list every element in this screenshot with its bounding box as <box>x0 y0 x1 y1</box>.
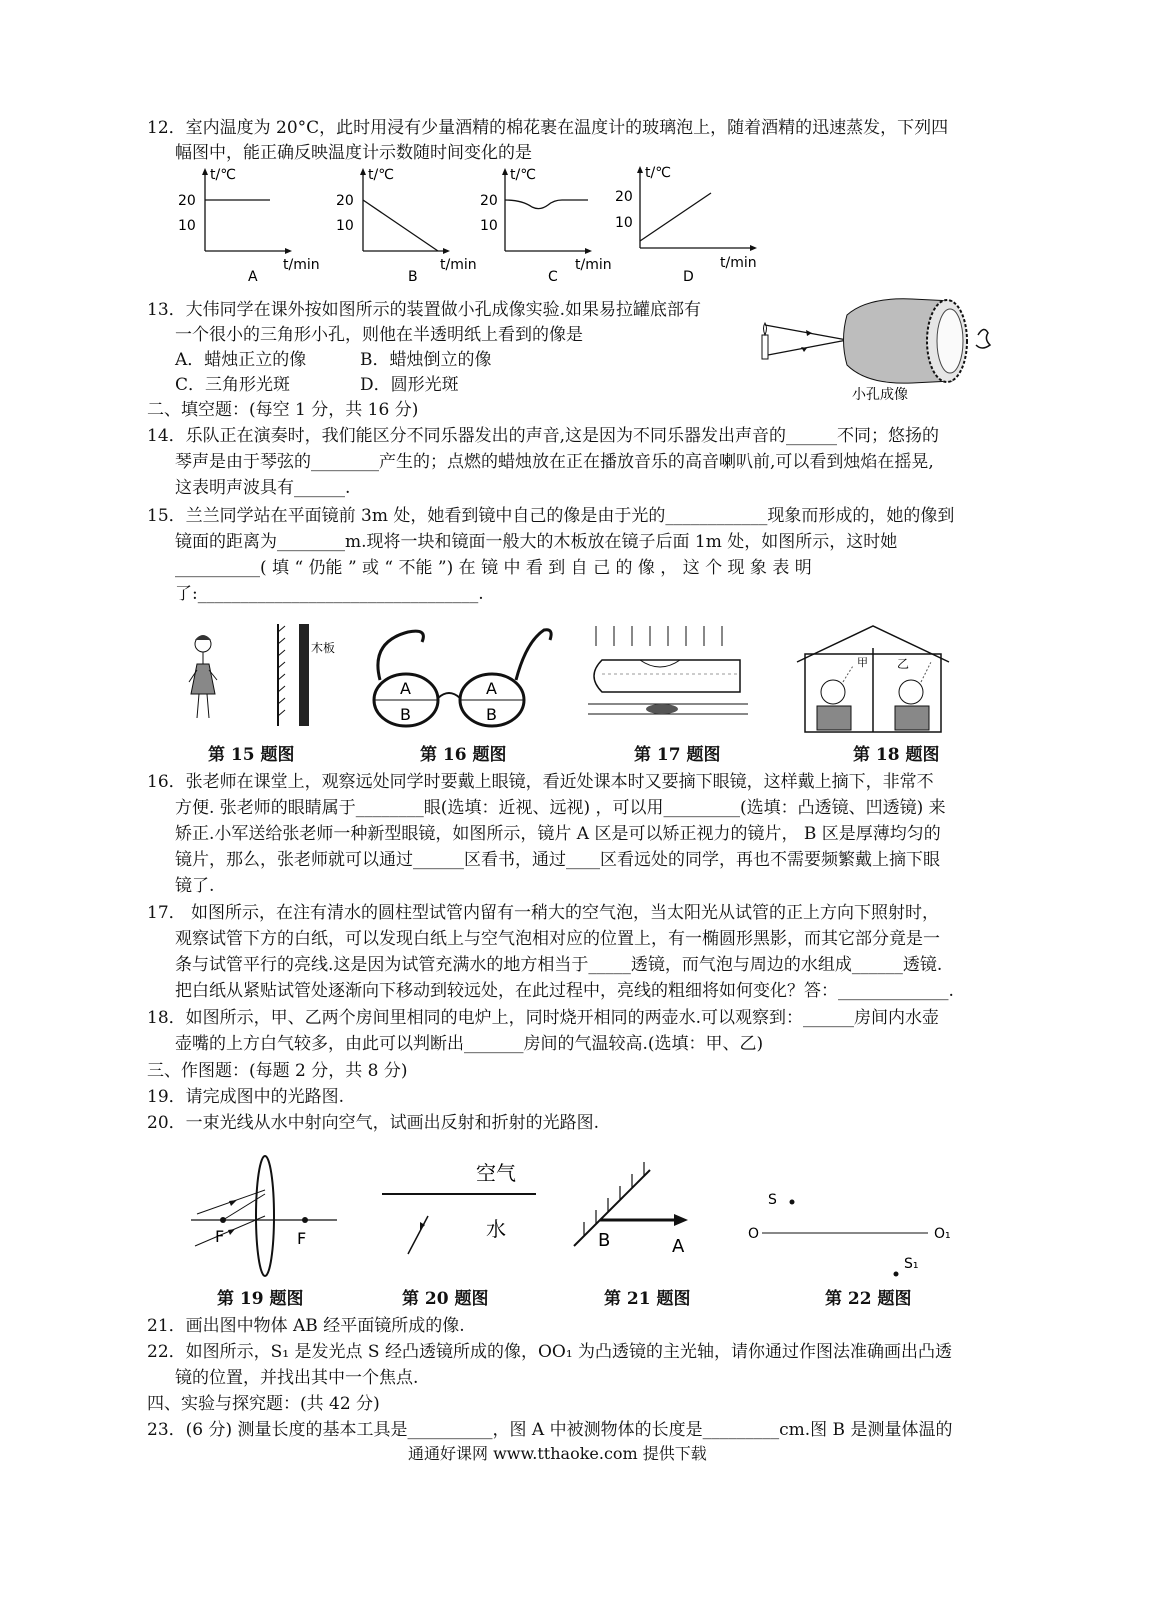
fig22-o1: O₁ <box>934 1226 951 1242</box>
q17-line2: 观察试管下方的白纸，可以发现白纸上与空气泡相对应的位置上，有一椭圆形黑影，而其它部分竟是一 <box>175 929 940 949</box>
graph-d-option: D <box>683 269 694 285</box>
fig20-air: 空气 <box>476 1161 516 1185</box>
q23-text: 23．(6 分) 测量长度的基本工具是__________，图 A 中被测物体的长度是_________cm.图 B 是测量体温的 <box>147 1420 953 1440</box>
fig18-caption: 第 18 题图 <box>853 745 940 765</box>
fig18-yi: 乙 <box>897 657 910 671</box>
fig16-lens-a-left: A <box>400 679 411 698</box>
q13-line2: 一个很小的三角形小孔，则他在半透明纸上看到的像是 <box>175 325 583 345</box>
fig20-water: 水 <box>486 1217 506 1241</box>
fig22 <box>746 1186 976 1286</box>
pinhole-figure <box>752 295 1012 405</box>
graph-b-ylabel: t/℃ <box>368 167 394 183</box>
graph-c-line <box>505 200 588 209</box>
q20-text: 20．一束光线从水中射向空气，试画出反射和折射的光路图. <box>147 1113 600 1133</box>
q17-line3: 条与试管平行的亮线.这是因为试管充满水的地方相当于_____透镜，而气泡与周边的水组成______透镜. <box>175 955 943 975</box>
fig20-caption: 第 20 题图 <box>402 1289 489 1309</box>
fig21 <box>570 1158 710 1268</box>
graph-b-tick10: 10 <box>336 218 354 234</box>
q16-line3: 矫正.小军送给张老师一种新型眼镜，如图所示，镜片 A 区是可以矫正视力的镜片， B 区是厚薄均匀的 <box>175 824 941 844</box>
q13-optC: C．三角形光斑 <box>175 375 291 395</box>
graph-d-tick10: 10 <box>615 215 633 231</box>
graph-d <box>615 163 775 293</box>
graph-d-tick20: 20 <box>615 189 633 205</box>
q16-line1: 16．张老师在课堂上，观察远处同学时要戴上眼镜，看近处课本时又要摘下眼镜，这样戴上摘下，非常不 <box>147 772 934 792</box>
fig19-f-left: F <box>215 1227 225 1246</box>
graph-a-tick10: 10 <box>178 218 196 234</box>
sec3-heading: 三、作图题：(每题 2 分，共 8 分) <box>147 1061 408 1081</box>
q15-line4: 了:_________________________________. <box>175 584 484 604</box>
fig16 <box>368 622 558 732</box>
sec2-heading: 二、填空题：(每空 1 分，共 16 分) <box>147 400 419 420</box>
graph-c-option: C <box>548 269 558 285</box>
q22-line1: 22．如图所示，S₁ 是发光点 S 经凸透镜所成的像，OO₁ 为凸透镜的主光轴，请你通过作图法准确画出凸透 <box>147 1342 953 1362</box>
q13-line1: 13．大伟同学在课外按如图所示的装置做小孔成像实验.如果易拉罐底部有 <box>147 300 702 320</box>
q14-line2: 琴声是由于琴弦的________产生的；点燃的蜡烛放在正在播放音乐的高音喇叭前,可以看到烛焰在摇晃, <box>175 452 934 472</box>
q14-line1: 14．乐队正在演奏时，我们能区分不同乐器发出的声音,这是因为不同乐器发出声音的______不同；悠扬的 <box>147 426 940 446</box>
graph-a-xlabel: t/min <box>283 257 320 273</box>
graph-d-line <box>640 193 711 241</box>
graph-c-xlabel: t/min <box>575 257 612 273</box>
graph-a-tick20: 20 <box>178 193 196 209</box>
fig21-b: B <box>598 1230 611 1251</box>
q17-line4: 把白纸从紧贴试管处逐渐向下移动到较远处，在此过程中，亮线的粗细将如何变化？答：_____________. <box>175 981 954 1001</box>
graph-a-option: A <box>248 269 258 285</box>
q18-line1: 18．如图所示，甲、乙两个房间里相同的电炉上，同时烧开相同的两壶水.可以观察到：______房间内水壶 <box>147 1008 940 1028</box>
graph-c-tick20: 20 <box>480 193 498 209</box>
fig19-f-right: F <box>297 1229 307 1248</box>
fig17-caption: 第 17 题图 <box>634 745 721 765</box>
fig15-caption: 第 15 题图 <box>208 745 295 765</box>
q13-optA: A．蜡烛正立的像 <box>175 350 307 370</box>
q15-line3: __________( 填 “ 仍能 ” 或 “ 不能 ”) 在 镜 中 看 到 自 己 的 像 ， 这 个 现 象 表 明 <box>175 558 812 578</box>
fig21-caption: 第 21 题图 <box>604 1289 691 1309</box>
q18-line2: 壶嘴的上方白气较多，由此可以判断出_______房间的气温较高.(选填：甲、乙) <box>175 1034 764 1054</box>
fig15-board-label: 木板 <box>311 641 336 655</box>
q14-line3: 这表明声波具有______. <box>175 478 351 498</box>
q15-line1: 15．兰兰同学站在平面镜前 3m 处，她看到镜中自己的像是由于光的____________现象而形成的，她的像到 <box>147 506 955 526</box>
q16-line5: 镜了. <box>175 876 215 896</box>
fig22-o: O <box>748 1226 760 1242</box>
fig21-a: A <box>672 1236 685 1257</box>
graph-b-xlabel: t/min <box>440 257 477 273</box>
fig18-jia: 甲 <box>857 656 868 669</box>
sec4-heading: 四、实验与探究题：(共 42 分) <box>147 1394 380 1414</box>
fig16-caption: 第 16 题图 <box>420 745 507 765</box>
fig20 <box>380 1158 540 1258</box>
graph-c-tick10: 10 <box>480 218 498 234</box>
fig16-lens-b-right: B <box>486 705 497 724</box>
graph-b-tick20: 20 <box>336 193 354 209</box>
fig19 <box>185 1150 345 1290</box>
graph-c-ylabel: t/℃ <box>510 167 536 183</box>
q12-line1: 12．室内温度为 20°C，此时用浸有少量酒精的棉花裹在温度计的玻璃泡上，随着酒精的迅速蒸发，下列四 <box>147 118 949 138</box>
footer-text: 通通好课网 www.tthaoke.com 提供下载 <box>408 1444 707 1463</box>
graph-b-option: B <box>408 269 418 285</box>
q17-line1: 17． 如图所示，在注有清水的圆柱型试管内留有一稍大的空气泡，当太阳光从试管的正上方向下照射时， <box>147 903 940 923</box>
q12-line2: 幅图中，能正确反映温度计示数随时间变化的是 <box>175 143 532 163</box>
fig15 <box>185 622 345 732</box>
graph-c <box>480 163 630 293</box>
fig16-lens-a-right: A <box>486 679 497 698</box>
fig19-caption: 第 19 题图 <box>217 1289 304 1309</box>
q13-optD: D．圆形光斑 <box>360 375 459 395</box>
q15-line2: 镜面的距离为________m.现将一块和镜面一般大的木板放在镜子后面 1m 处，如图所示，这时她 <box>175 532 898 552</box>
q12-graphs <box>170 163 770 293</box>
graph-b <box>330 163 480 293</box>
fig22-s: S <box>768 1192 777 1208</box>
q21-text: 21．画出图中物体 AB 经平面镜所成的像. <box>147 1316 465 1336</box>
fig17 <box>582 622 752 732</box>
q13-optB: B．蜡烛倒立的像 <box>360 350 492 370</box>
graph-a <box>170 163 320 293</box>
q19-text: 19．请完成图中的光路图. <box>147 1087 345 1107</box>
q22-line2: 镜的位置，并找出其中一个焦点. <box>175 1368 419 1388</box>
pinhole-caption: 小孔成像 <box>852 387 908 403</box>
graph-a-ylabel: t/℃ <box>210 167 236 183</box>
graph-d-ylabel: t/℃ <box>645 165 671 181</box>
fig18 <box>793 622 953 734</box>
fig16-lens-b-left: B <box>400 705 411 724</box>
fig22-s1: S₁ <box>904 1256 919 1272</box>
q16-line4: 镜片，那么，张老师就可以通过______区看书，通过____区看远处的同学，再也不需要频繁戴上摘下眼 <box>175 850 940 870</box>
q16-line2: 方便. 张老师的眼睛属于________眼(选填：近视、远视) ，可以用_________(选填：凸透镜、凹透镜) 来 <box>175 798 946 818</box>
graph-b-line <box>363 200 438 251</box>
fig22-caption: 第 22 题图 <box>825 1289 912 1309</box>
graph-d-xlabel: t/min <box>720 255 757 271</box>
